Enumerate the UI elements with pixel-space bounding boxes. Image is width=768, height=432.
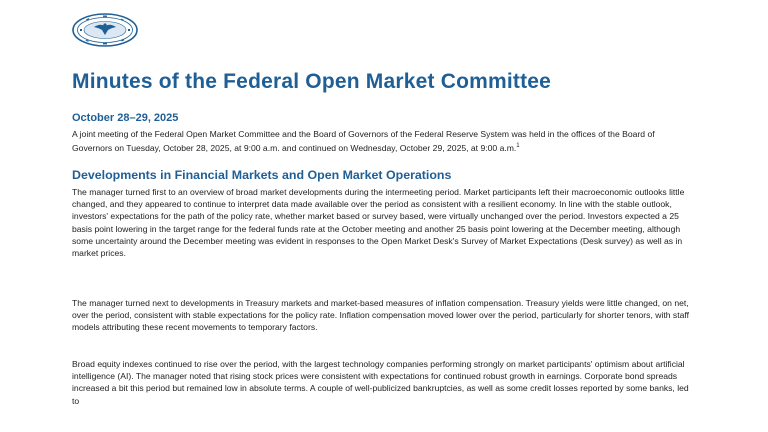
page-title: Minutes of the Federal Open Market Committee bbox=[72, 70, 552, 93]
section-heading: Developments in Financial Markets and Open Market Operations bbox=[72, 168, 452, 182]
paragraph-equity-credit: Broad equity indexes continued to rise over the period, with the largest technology companies performing strongly on market participants' optimism about artificial intelligence (AI). The manager noted that rising stock prices were consistent with expectations for continued robust growth in earnings. Corporate bond spreads increased a bit this period but remained low in absolute terms. A couple of well-publicized bankruptcies, as well as some credit losses reported by some banks, led to bbox=[72, 359, 689, 406]
meeting-date: October 28–29, 2025 bbox=[72, 112, 179, 124]
intro-text: A joint meeting of the Federal Open Market Committee and the Board of Governors of the Federal Reserve System was held in the offices of the Board of Governors on Tuesday, October 28, 2025, at 9:00 a.m. and continued on Wednesday, October 29, 2025, at 9:00 a.m. bbox=[72, 129, 655, 154]
intro-paragraph bbox=[72, 128, 697, 154]
federal-reserve-seal-icon bbox=[72, 13, 138, 47]
paragraph-market-developments: The manager turned first to an overview of broad market developments during the intermeeting period. Market participants left their macroeconomic outlooks little changed, and they appeared to continue to interpret data made available over the period as consistent with a resilient economy. In line with the stable outlook, investors' expectations for the path of the policy rate, whether market based or survey based, were virtually unchanged over the period. Investors expected a 25 basis point lowering in the target range for the federal funds rate at the October meeting and another 25 basis point lowering at the December meeting, although some uncertainty around the December meeting was evident in responses to the Open Market Desk's Survey of Market Expectations (Desk survey) as well as in market prices. bbox=[72, 187, 685, 259]
paragraph-treasury-markets: The manager turned next to developments in Treasury markets and market-based measures of inflation compensation. Treasury yields were little changed, on net, over the period, consistent with stable expectations for the policy rate. Inflation compensation moved lower over the period, particularly for shorter tenors, with staff models attributing these recent movements to temporary factors. bbox=[72, 298, 689, 333]
footnote-reference[interactable]: 1 bbox=[516, 143, 520, 150]
